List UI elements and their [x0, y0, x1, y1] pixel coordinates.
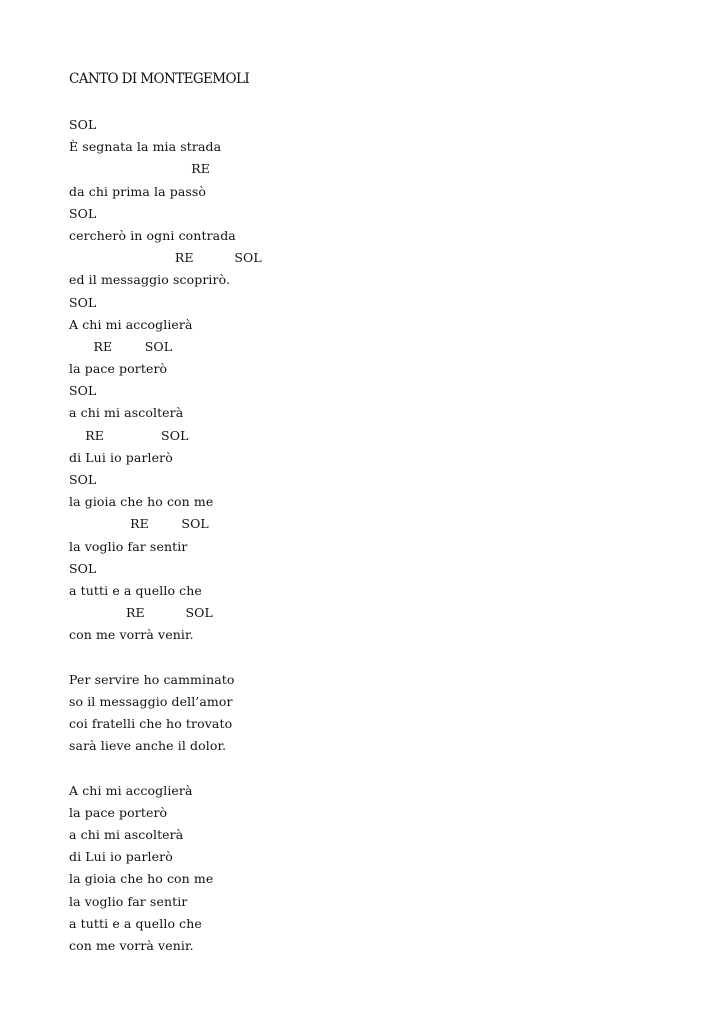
lyric-line: con me vorrà venir. — [69, 627, 194, 643]
chord-line: SOL — [69, 383, 97, 399]
chord-line: RE SOL — [69, 338, 173, 354]
stanza-gap — [69, 757, 689, 779]
chord-line: RE SOL — [69, 605, 213, 621]
lyric-line: la gioia che ho con me — [69, 494, 214, 510]
chord-line: SOL — [69, 205, 97, 221]
stanza-gap — [69, 647, 689, 669]
chord-line: RE SOL — [69, 516, 209, 532]
lyric-line: Per servire ho camminato — [69, 671, 235, 687]
chord-line: RE SOL — [69, 250, 262, 266]
lyric-line: con me vorrà venir. — [69, 937, 194, 953]
lyric-line: so il messaggio dell’amor — [69, 693, 233, 709]
lyric-line: a tutti e a quello che — [69, 915, 202, 931]
lyric-line: A chi mi accoglierà — [69, 316, 193, 332]
lyric-line: la voglio far sentir — [69, 538, 188, 554]
lyric-line: a tutti e a quello che — [69, 582, 202, 598]
lyric-line: la voglio far sentir — [69, 893, 188, 909]
lyric-line: la gioia che ho con me — [69, 871, 214, 887]
chord-line: SOL — [69, 294, 97, 310]
verse-1 — [69, 114, 689, 647]
song-title: CANTO DI MONTEGEMOLI — [69, 71, 250, 87]
lyric-line: A chi mi accoglierà — [69, 782, 193, 798]
verse-3 — [69, 780, 689, 958]
lyric-line: la pace porterò — [69, 361, 168, 377]
lyric-line: È segnata la mia strada — [69, 139, 222, 155]
lyric-line: di Lui io parlerò — [69, 449, 173, 465]
verse-2 — [69, 669, 689, 758]
chord-line: RE — [69, 161, 210, 177]
chord-line: SOL — [69, 117, 97, 132]
song-sheet — [69, 68, 689, 957]
lyric-line: ed il messaggio scoprirò. — [69, 272, 231, 288]
lyric-line: cercherò in ogni contrada — [69, 227, 236, 243]
lyric-line: da chi prima la passò — [69, 183, 207, 199]
lyric-line: sarà lieve anche il dolor. — [69, 738, 227, 754]
lyric-line: a chi mi ascolterà — [69, 827, 184, 842]
lyric-line: coi fratelli che ho trovato — [69, 716, 233, 732]
chord-line: SOL — [69, 472, 97, 487]
chord-line: RE SOL — [69, 427, 189, 443]
chord-line: SOL — [69, 560, 97, 576]
lyric-line: di Lui io parlerò — [69, 849, 173, 865]
lyric-line: la pace porterò — [69, 804, 168, 820]
lyric-line: a chi mi ascolterà — [69, 405, 184, 421]
